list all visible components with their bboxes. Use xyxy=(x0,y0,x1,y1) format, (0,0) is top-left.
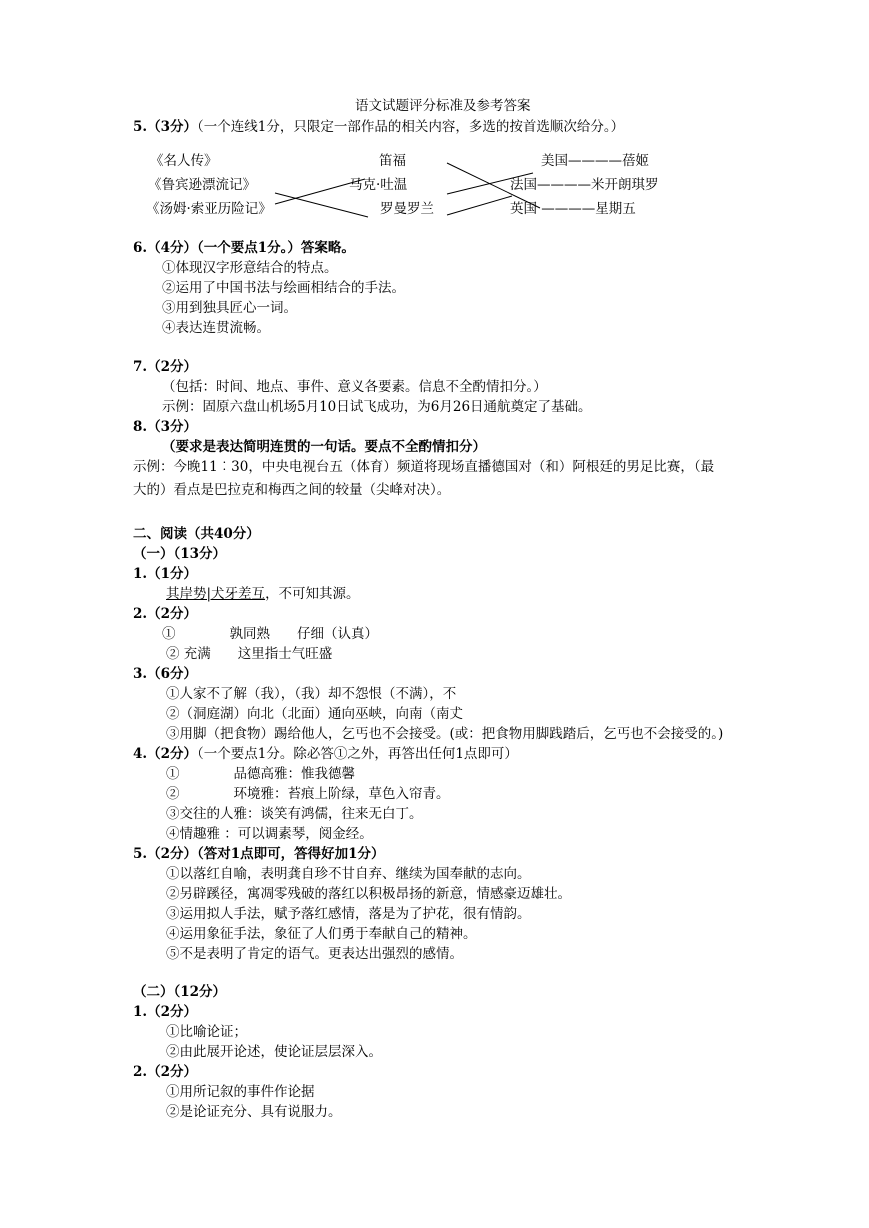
a5-item-5: ⑤不是表明了肯定的语气。更表达出强烈的感情。 xyxy=(166,946,463,962)
a4-line xyxy=(133,746,518,762)
a4-note: （一个要点1分。除必答①之外，再答出任何1点即可） xyxy=(197,746,518,762)
b1-head: 1.（2分） xyxy=(133,1004,197,1020)
a3-item-1: ①人家不了解（我），（我）却不怨恨（不满），不 xyxy=(166,686,457,702)
section2-part2-title: （二）（12分） xyxy=(133,984,227,1000)
a4-item-3: ③交往的人雅：谈笑有鸿儒，往来无白丁。 xyxy=(166,806,423,822)
q5-country-3: 英国 ————星期五 xyxy=(510,201,636,217)
q6-item-1: ①体现汉字形意结合的特点。 xyxy=(162,260,338,276)
q6-head: 6.（4分）（一个要点1分。）答案略。 xyxy=(133,240,355,256)
q7-head: 7.（2分） xyxy=(133,359,197,375)
match-line-2 xyxy=(275,179,365,204)
b2-head: 2.（2分） xyxy=(133,1064,197,1080)
document-title: 语文试题评分标准及参考答案 xyxy=(355,98,531,114)
q8-example-line-2: 大的）看点是巴拉克和梅西之间的较量（尖峰对决）。 xyxy=(133,482,451,498)
a4-item-2: ② 环境雅：苔痕上阶绿，草色入帘青。 xyxy=(166,786,450,802)
q5-country-2: 法国————米开朗琪罗 xyxy=(510,177,659,193)
match-line-1 xyxy=(275,193,368,217)
q5-work-3: 《汤姆·索亚历险记》 xyxy=(146,201,272,217)
q8-requirement: （要求是表达简明连贯的一句话。要点不全酌情扣分） xyxy=(162,439,486,455)
a1-rest-text: ，不可知其源。 xyxy=(265,586,360,602)
q6-item-4: ④表达连贯流畅。 xyxy=(162,320,270,336)
q7-item-1: （包括：时间、地点、事件、意义各要素。信息不全酌情扣分。） xyxy=(162,379,547,395)
a3-head: 3.（6分） xyxy=(133,666,197,682)
q5-work-2: 《鲁宾逊漂流记》 xyxy=(148,177,256,193)
b2-item-1: ①用所记叙的事件作论据 xyxy=(166,1084,315,1100)
q5-work-1: 《名人传》 xyxy=(150,153,218,169)
a4-item-1: ① 品德高雅：惟我德馨 xyxy=(166,766,355,782)
section2-part1-title: （一）（13分） xyxy=(133,546,227,562)
a5-item-1: ①以落红自喻，表明龚自珍不甘自弃、继续为国奉献的志向。 xyxy=(166,866,531,882)
b2-item-2: ②是论证充分、具有说服力。 xyxy=(166,1104,342,1120)
a2-item-2: ② 充满 这里指士气旺盛 xyxy=(166,646,333,662)
q5-note: （一个连线1分，只限定一部作品的相关内容，多选的按首选顺次给分。） xyxy=(197,119,625,135)
a1-head: 1.（1分） xyxy=(133,566,197,582)
q6-item-3: ③用到独具匠心一词。 xyxy=(162,300,297,316)
q5-author-1: 笛福 xyxy=(379,153,406,169)
a1-underlined-text: 其岸势|犬牙差互 xyxy=(166,586,266,602)
section2-title: 二、阅读（共40分） xyxy=(133,526,260,542)
q5-head: 5.（3分） xyxy=(133,119,197,135)
q8-head: 8.（3分） xyxy=(133,419,197,435)
q5-author-3: 罗曼罗兰 xyxy=(380,201,434,217)
q7-item-2: 示例：固原六盘山机场5月10日试飞成功，为6月26日通航奠定了基础。 xyxy=(162,399,592,415)
q6-item-2: ②运用了中国书法与绘画相结合的手法。 xyxy=(162,280,405,296)
match-line-4 xyxy=(447,173,533,194)
b1-item-1: ①比喻论证； xyxy=(166,1024,247,1040)
q5-author-2: 马克·吐温 xyxy=(349,177,408,193)
a2-item-1: ① 孰同熟 仔细（认真） xyxy=(162,626,378,642)
a4-item-4: ④情趣雅 ：可以调素琴，阅金经。 xyxy=(166,826,373,842)
a1-answer xyxy=(166,586,360,602)
b1-item-2: ②由此展开论述，使论证层层深入。 xyxy=(166,1044,382,1060)
q5-country-1: 美国————蓓姬 xyxy=(541,153,649,169)
a4-head: 4.（2分） xyxy=(133,746,197,762)
a5-item-2: ②另辟蹊径，寓凋零残破的落红以积极昂扬的新意，情感豪迈雄壮。 xyxy=(166,886,571,902)
q8-example-line-1: 示例：今晚11︰30，中央电视台五（体育）频道将现场直播德国对（和）阿根廷的男足比赛，（最 xyxy=(133,459,715,475)
match-line-5 xyxy=(447,196,512,215)
a3-item-3: ③用脚（把食物）踢给他人，乞丐也不会接受。(或：把食物用脚践踏后，乞丐也不会接受的。) xyxy=(166,726,724,742)
a5-item-3: ③运用拟人手法，赋予落红感情，落是为了护花，很有情韵。 xyxy=(166,906,531,922)
a5-item-4: ④运用象征手法，象征了人们勇于奉献自己的精神。 xyxy=(166,926,477,942)
a5-head: 5.（2分）（答对1点即可，答得好加1分） xyxy=(133,846,385,862)
a3-item-2: ②（洞庭湖）向北（北面）通向巫峡，向南（南𠀋 xyxy=(166,706,463,722)
a2-head: 2.（2分） xyxy=(133,606,197,622)
